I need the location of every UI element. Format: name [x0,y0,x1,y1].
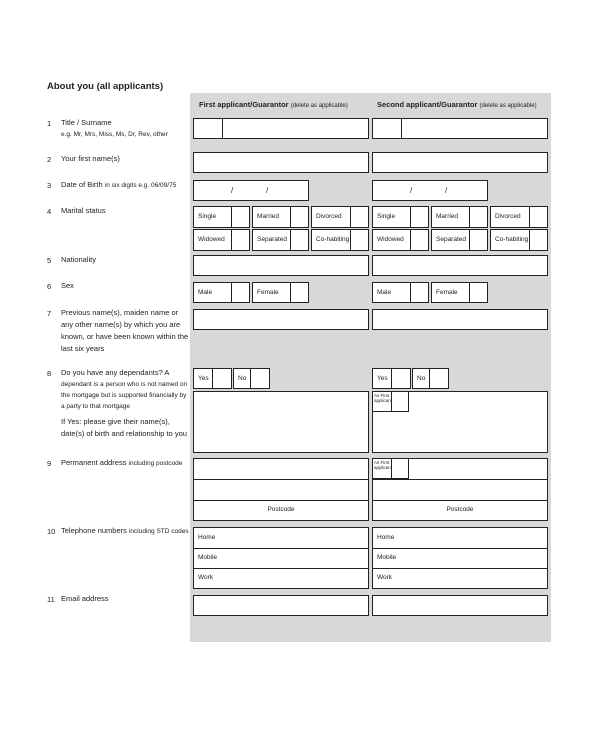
q-label [61,457,191,470]
surname-input-1[interactable] [222,118,369,139]
marital-widowed-2[interactable] [372,229,429,251]
work-label: Work [377,574,393,581]
checkbox[interactable] [391,392,408,411]
dependants-no-2[interactable] [412,368,449,389]
as-first-applicant-option[interactable] [373,459,409,479]
dob-separator: / [231,186,234,195]
nationality-input-1[interactable] [193,255,369,276]
option-label: Widowed [377,236,404,243]
checkbox[interactable] [410,230,428,250]
q-number: 5 [47,256,52,265]
home-label: Home [377,534,395,541]
address-input-1[interactable] [193,458,369,521]
email-input-1[interactable] [193,595,369,616]
dependants-details-1[interactable] [193,391,369,453]
checkbox[interactable] [391,459,408,478]
postcode-label: Postcode [446,506,474,513]
first-name-input-1[interactable] [193,152,369,173]
q-hint: dependant is a person who is not named on the mortgage but is supported financially by a party to that mortgage [61,381,188,410]
checkbox[interactable] [290,207,308,227]
column-title: Second applicant/Guarantor [377,100,478,109]
marital-married-1[interactable] [252,206,309,228]
marital-single-1[interactable] [193,206,250,228]
address-input-2[interactable] [372,458,548,521]
q-text: Date of Birth [61,180,103,189]
q-number: 1 [47,119,52,128]
postcode-label: Postcode [267,506,295,513]
checkbox[interactable] [231,207,249,227]
title-input-1[interactable] [193,118,223,139]
dob-separator: / [266,186,269,195]
checkbox[interactable] [469,207,487,227]
home-label: Home [198,534,216,541]
sex-female-2[interactable] [431,282,488,303]
column-note: (delete as applicable) [479,103,537,109]
q-label: Marital status [61,206,106,215]
surname-input-2[interactable] [401,118,548,139]
column-note: (delete as applicable) [290,103,348,109]
q-number: 2 [47,155,52,164]
dependants-details-2[interactable] [372,391,548,453]
checkbox[interactable] [429,369,448,388]
option-label: Divorced [495,213,521,220]
dob-separator: / [410,186,413,195]
marital-married-2[interactable] [431,206,488,228]
marital-widowed-1[interactable] [193,229,250,251]
option-label: As First applicant [374,393,393,403]
marital-separated-2[interactable] [431,229,488,251]
option-label: Female [257,289,279,296]
q-number: 10 [47,527,56,536]
section-title: About you (all applicants) [47,81,164,92]
checkbox[interactable] [410,283,428,302]
q-text: Title / Surname [61,118,112,127]
option-label: Single [377,213,396,220]
option-label: Separated [436,236,466,243]
mobile-label: Mobile [377,554,397,561]
dependants-no-1[interactable] [233,368,270,389]
option-label: Married [257,213,280,220]
checkbox[interactable] [290,283,308,302]
title-input-2[interactable] [372,118,402,139]
q-hint: including STD codes [128,528,189,535]
nationality-input-2[interactable] [372,255,548,276]
checkbox[interactable] [350,207,368,227]
checkbox[interactable] [350,230,368,250]
dependants-yes-2[interactable] [372,368,411,389]
phones-input-2[interactable] [372,527,548,589]
checkbox[interactable] [212,369,231,388]
q-label [61,367,191,440]
q-hint: including postcode [128,460,183,467]
q-text: Do you have any dependants? A [61,368,170,377]
option-label: No [417,375,426,382]
dob-separator: / [445,186,448,195]
marital-single-2[interactable] [372,206,429,228]
q-label: Previous name(s), maiden name or any other name(s) by which you are known, or have been known within the last six years [61,308,189,353]
option-label: Widowed [198,236,225,243]
checkbox[interactable] [231,230,249,250]
marital-divorced-2[interactable] [490,206,548,228]
checkbox[interactable] [250,369,269,388]
q-hint: e.g. Mr, Mrs, Miss, Ms, Dr, Rev, other [61,131,168,138]
option-label: Yes [377,375,388,382]
checkbox[interactable] [469,283,487,302]
option-label: Separated [257,236,287,243]
option-label: No [238,375,247,382]
q-label [61,525,191,538]
first-name-input-2[interactable] [372,152,548,173]
previous-names-input-2[interactable] [372,309,548,330]
checkbox[interactable] [529,230,547,250]
phones-input-1[interactable] [193,527,369,589]
q-extra: If Yes: please give their name(s), date(s) of birth and relationship to you [61,417,187,438]
marital-cohabiting-2[interactable] [490,229,548,251]
option-label: Male [377,289,392,296]
option-label: Male [198,289,213,296]
q-text: Telephone numbers [61,526,127,535]
q-number: 4 [47,207,52,216]
column-header-second [377,100,537,109]
option-label: Single [198,213,217,220]
dob-input-1[interactable] [193,180,309,201]
q-label [61,179,196,192]
as-first-applicant-option[interactable] [373,392,409,412]
q-label: Your first name(s) [61,154,120,163]
q-label: Sex [61,281,74,290]
option-label: Co-habiting [316,236,350,243]
option-label: Female [436,289,458,296]
previous-names-input-1[interactable] [193,309,369,330]
q-number: 9 [47,459,52,468]
column-header-first [199,100,348,109]
checkbox[interactable] [391,369,410,388]
sex-male-2[interactable] [372,282,429,303]
mobile-label: Mobile [198,554,218,561]
q-label: Nationality [61,255,97,264]
q-number: 3 [47,181,52,190]
marital-divorced-1[interactable] [311,206,369,228]
dob-input-2[interactable] [372,180,488,201]
marital-separated-1[interactable] [252,229,309,251]
q-number: 6 [47,282,52,291]
sex-female-1[interactable] [252,282,309,303]
q-number: 8 [47,369,52,378]
q-text: Permanent address [61,458,127,467]
checkbox[interactable] [469,230,487,250]
column-title: First applicant/Guarantor [199,100,289,109]
q-label: Email address [61,594,109,603]
checkbox[interactable] [290,230,308,250]
checkbox[interactable] [231,283,249,302]
marital-cohabiting-1[interactable] [311,229,369,251]
option-label: Married [436,213,459,220]
option-label: Yes [198,375,209,382]
work-label: Work [198,574,214,581]
email-input-2[interactable] [372,595,548,616]
q-number: 7 [47,309,52,318]
checkbox[interactable] [410,207,428,227]
q-number: 11 [47,595,55,604]
q-label [61,117,191,140]
dependants-yes-1[interactable] [193,368,232,389]
sex-male-1[interactable] [193,282,250,303]
q-hint: in six digits e.g. 06/09/75 [104,182,177,189]
option-label: Divorced [316,213,342,220]
option-label: Co-habiting [495,236,529,243]
option-label: As First applicant [374,460,393,470]
checkbox[interactable] [529,207,547,227]
